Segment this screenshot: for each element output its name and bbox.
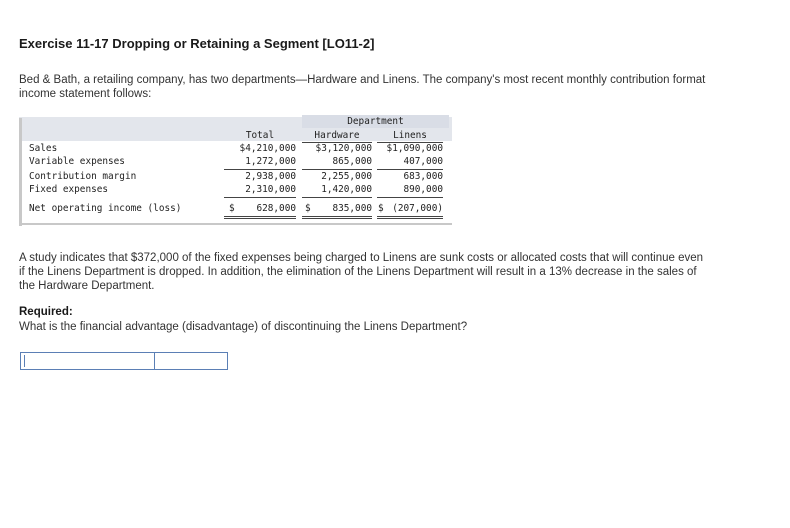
income-statement-table — [19, 115, 452, 226]
answer-input[interactable] — [20, 352, 228, 370]
cell-hardware: 2,255,000 — [321, 171, 372, 182]
cell-hardware: 1,420,000 — [302, 183, 372, 198]
cell-total: 628,000 — [224, 202, 296, 219]
table-row-contribution-margin — [19, 170, 452, 184]
intro-text: Bed & Bath, a retailing company, has two departments—Hardware and Linens. The company's most recent monthly contribution format income statement follows: — [19, 74, 706, 100]
question-text: What is the financial advantage (disadvantage) of discontinuing the Linens Department? — [19, 321, 468, 333]
input-caret — [24, 355, 25, 367]
column-header-total: Total — [245, 130, 275, 141]
table-row-fixed-expenses — [19, 183, 452, 197]
table-bottom-rule — [19, 223, 452, 225]
cell-hardware: $3,120,000 — [315, 143, 372, 154]
row-label: Fixed expenses — [29, 184, 109, 195]
table-row-net-operating-income — [19, 202, 452, 216]
total-dollar-sign: $ — [229, 203, 235, 214]
hardware-dollar-sign: $ — [305, 203, 311, 214]
row-label: Net operating income (loss) — [29, 203, 182, 214]
row-label: Variable expenses — [29, 156, 125, 167]
table-row-variable-expenses — [19, 155, 452, 169]
cell-total: 2,310,000 — [224, 183, 296, 198]
department-header: Department — [302, 115, 449, 128]
cell-hardware: 835,000 — [302, 202, 372, 219]
cell-total: 2,938,000 — [245, 171, 296, 182]
study-paragraph: A study indicates that $372,000 of the fixed expenses being charged to Linens are sunk costs or allocated costs that will continue even if the Linens Department is dropped. In addition, the elimination of the Linens Department will result in a 13% decrease in the sales of the Hardware Department. — [19, 252, 704, 292]
linens-dollar-sign: $ — [378, 203, 384, 214]
row-label: Contribution margin — [29, 171, 137, 182]
cell-hardware: 865,000 — [302, 155, 372, 170]
cell-total: $4,210,000 — [239, 143, 296, 154]
cell-linens: 683,000 — [403, 171, 443, 182]
row-label: Sales — [29, 143, 58, 154]
required-heading: Required: — [19, 306, 73, 318]
cell-linens: (207,000) — [377, 202, 443, 219]
answer-input-value-cell[interactable] — [21, 353, 155, 369]
cell-total: 1,272,000 — [224, 155, 296, 170]
cell-linens: 407,000 — [377, 155, 443, 170]
cell-linens: 890,000 — [377, 183, 443, 198]
column-header-linens: Linens — [377, 129, 443, 143]
column-header-hardware: Hardware — [302, 129, 372, 143]
cell-linens: $1,090,000 — [386, 143, 443, 154]
column-header-row — [19, 129, 452, 142]
table-row-sales — [19, 142, 452, 156]
exercise-title: Exercise 11-17 Dropping or Retaining a Segment [LO11-2] — [19, 36, 375, 51]
